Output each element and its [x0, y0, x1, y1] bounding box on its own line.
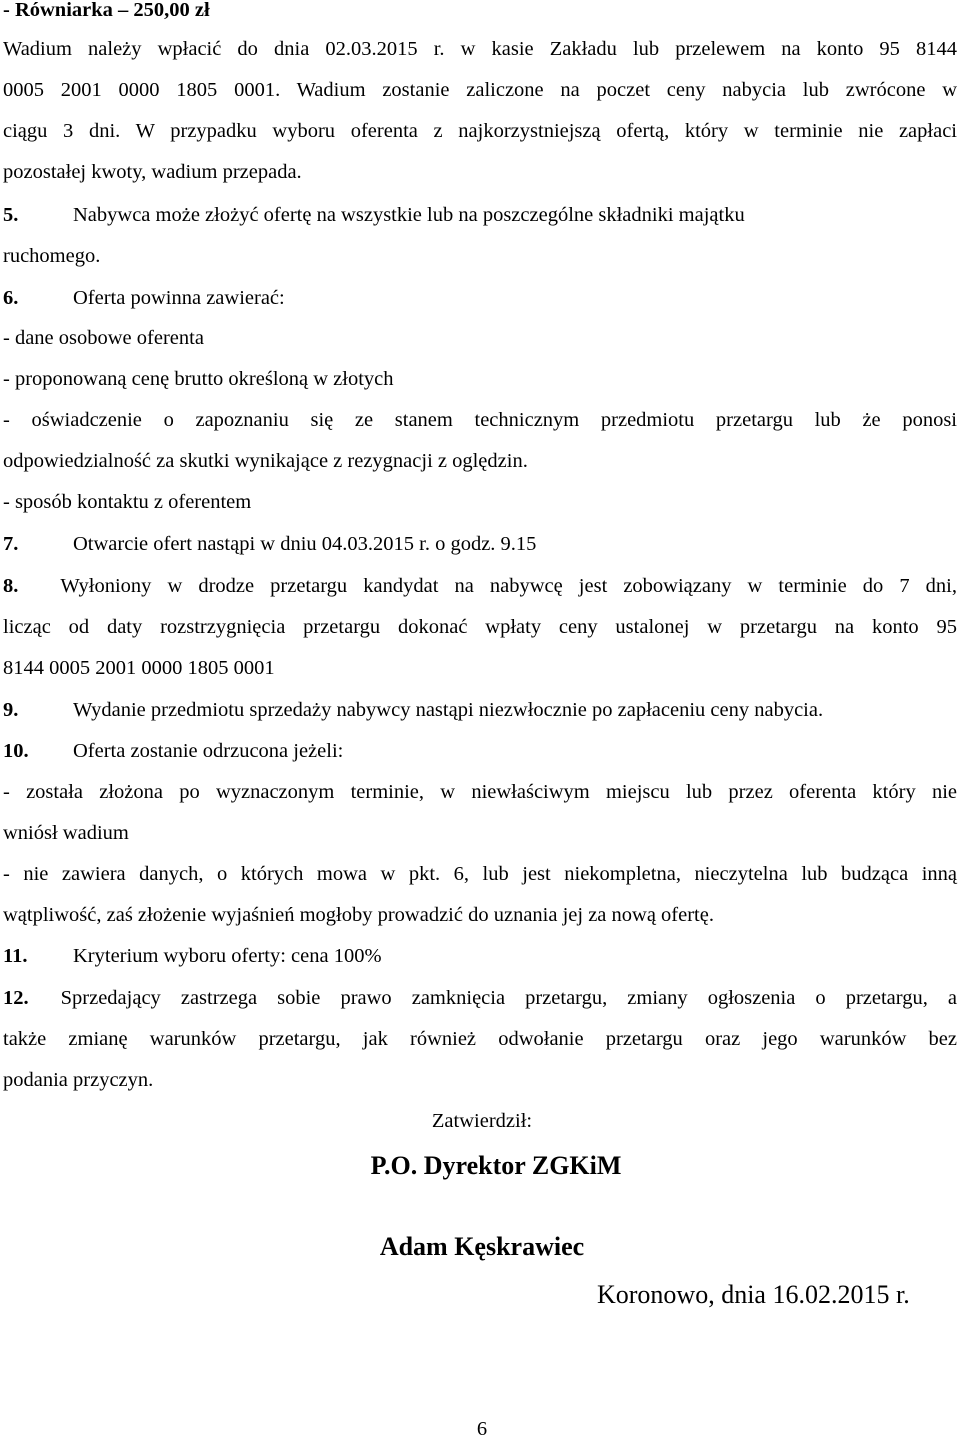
- director-title: P.O. Dyrektor ZGKiM: [370, 1151, 622, 1180]
- point-9: [3, 698, 823, 722]
- place-date: Koronowo, dnia 16.02.2015 r.: [597, 1280, 910, 1309]
- point-text: Oferta zostanie odrzucona jeżeli:: [73, 740, 344, 762]
- point-number: 12.: [3, 987, 29, 1009]
- text-line: 8144 0005 2001 0000 1805 0001: [3, 657, 275, 679]
- point-number: 11.: [3, 945, 28, 967]
- point-text: Otwarcie ofert nastąpi w dniu 04.03.2015 r. o godz. 9.15: [73, 533, 537, 555]
- point-10: [3, 739, 343, 763]
- point-number: 7.: [3, 533, 19, 555]
- point-5: [3, 203, 745, 227]
- point-number: 9.: [3, 699, 19, 721]
- page-number: 6: [476, 1418, 488, 1440]
- text-line: odpowiedzialność za skutki wynikające z rezygnacji z oględzin.: [3, 450, 528, 472]
- text-line: licząc od daty rozstrzygnięcia przetargu dokonać wpłaty ceny ustalonej w przetargu na konto 95: [3, 616, 957, 638]
- signatory-name: Adam Kęskrawiec: [379, 1232, 585, 1261]
- point-number: 5.: [3, 204, 19, 226]
- point-text: Wydanie przedmiotu sprzedaży nabywcy nastąpi niezwłocznie po zapłaceniu ceny nabycia.: [73, 699, 824, 721]
- text-line: podania przyczyn.: [3, 1069, 154, 1091]
- text-line: - nie zawiera danych, o których mowa w pkt. 6, lub jest niekompletna, nieczytelna lub budząca inną: [3, 863, 957, 885]
- point-text: Wyłoniony w drodze przetargu kandydat na nabywcę jest zobowiązany w terminie do 7 dni,: [60, 575, 957, 597]
- point-number: 10.: [3, 740, 29, 762]
- point-number: 8.: [3, 575, 19, 597]
- text-line: - oświadczenie o zapoznaniu się ze stanem technicznym przedmiotu przetargu lub że ponosi: [3, 409, 957, 431]
- text-line: także zmianę warunków przetargu, jak również odwołanie przetargu oraz jego warunków bez: [3, 1028, 957, 1050]
- point-text: Oferta powinna zawierać:: [73, 287, 285, 309]
- text-line: ciągu 3 dni. W przypadku wyboru oferenta z najkorzystniejszą ofertą, który w terminie nie zapłaci: [3, 120, 957, 142]
- text-line: wątpliwość, zaś złożenie wyjaśnień mogłoby prowadzić do uznania jej za nową ofertę.: [3, 904, 714, 926]
- point-text: Kryterium wyboru oferty: cena 100%: [73, 945, 382, 967]
- point-6: [3, 286, 285, 310]
- point-text: Nabywca może złożyć ofertę na wszystkie lub na poszczególne składniki majątku: [73, 204, 745, 226]
- text-line: - została złożona po wyznaczonym terminie, w niewłaściwym miejscu lub przez oferenta który nie: [3, 781, 957, 803]
- text-line: - proponowaną cenę brutto określoną w złotych: [3, 368, 394, 390]
- item-rowniarka: - Równiarka – 250,00 zł: [3, 0, 210, 21]
- approved-label: Zatwierdził:: [431, 1110, 533, 1132]
- text-line: Wadium należy wpłacić do dnia 02.03.2015 r. w kasie Zakładu lub przelewem na konto 95 8144: [3, 38, 957, 60]
- point-text: Sprzedający zastrzega sobie prawo zamknięcia przetargu, zmiany ogłoszenia o przetargu, a: [60, 987, 957, 1009]
- text-line: - dane osobowe oferenta: [3, 327, 204, 349]
- point-12: [3, 986, 957, 1010]
- point-number: 6.: [3, 287, 19, 309]
- point-11: [3, 944, 382, 968]
- text-line: - sposób kontaktu z oferentem: [3, 491, 252, 513]
- text-line: 0005 2001 0000 1805 0001. Wadium zostanie zaliczone na poczet ceny nabycia lub zwrócone w: [3, 79, 957, 101]
- text-line: wniósł wadium: [3, 822, 129, 844]
- point-7: [3, 532, 536, 556]
- point-8: [3, 574, 957, 598]
- text-line: ruchomego.: [3, 245, 101, 267]
- text-line: pozostałej kwoty, wadium przepada.: [3, 161, 302, 183]
